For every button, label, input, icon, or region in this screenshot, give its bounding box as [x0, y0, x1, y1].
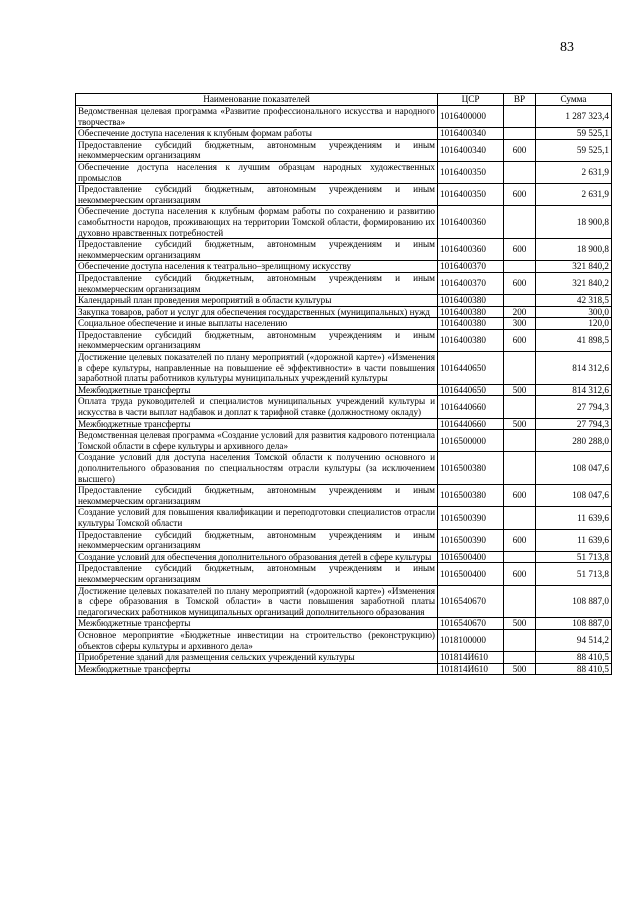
- cell-name: Достижение целевых показателей по плану мероприятий («дорожной карте») «Изменения в сфере образования в Томской области» в части повышения заработной платы педагогических работников муниципальных организаций дополнительного образования: [76, 585, 438, 618]
- cell-vr: [504, 106, 536, 128]
- cell-vr: 300: [504, 318, 536, 330]
- table-row: [76, 585, 612, 618]
- cell-name: Предоставление субсидий бюджетным, автономным учреждениям и иным некоммерческим организациям: [76, 329, 438, 351]
- cell-vr: [504, 452, 536, 485]
- cell-sum: 88 410,5: [536, 652, 612, 664]
- cell-sum: 94 514,2: [536, 629, 612, 651]
- table-row: [76, 452, 612, 485]
- cell-name: Предоставление субсидий бюджетным, автономным учреждениям и иным некоммерческим организациям: [76, 485, 438, 507]
- cell-code: 1016540670: [438, 618, 504, 630]
- cell-name: Закупка товаров, работ и услуг для обеспечения государственных (муниципальных) нужд: [76, 306, 438, 318]
- table-row: [76, 352, 612, 385]
- cell-name: Предоставление субсидий бюджетным, автономным учреждениям и иным некоммерческим организациям: [76, 272, 438, 294]
- cell-name: Оплата труда руководителей и специалистов муниципальных учреждений культуры и искусства в части выплат надбавок и доплат к тарифной ставке (должностному окладу): [76, 396, 438, 418]
- cell-sum: 108 887,0: [536, 585, 612, 618]
- table-row: [76, 551, 612, 563]
- cell-name: Межбюджетные трансферты: [76, 384, 438, 396]
- cell-code: 1016400370: [438, 261, 504, 273]
- cell-name: Основное мероприятие «Бюджетные инвестиции на строительство (реконструкцию) объектов сферы культуры и архивного дела»: [76, 629, 438, 651]
- cell-vr: 600: [504, 529, 536, 551]
- cell-vr: [504, 261, 536, 273]
- cell-sum: 280 288,0: [536, 430, 612, 452]
- cell-code: 1016500390: [438, 507, 504, 529]
- table-row: [76, 430, 612, 452]
- table-row: [76, 161, 612, 183]
- cell-name: Создание условий для обеспечения дополнительного образования детей в сфере культуры: [76, 551, 438, 563]
- cell-code: 1016400360: [438, 239, 504, 261]
- cell-vr: [504, 507, 536, 529]
- table-row: [76, 306, 612, 318]
- cell-vr: [504, 652, 536, 664]
- cell-code: 1016500400: [438, 551, 504, 563]
- cell-code: 1016500380: [438, 485, 504, 507]
- table-row: [76, 652, 612, 664]
- cell-code: 1016400340: [438, 139, 504, 161]
- cell-vr: [504, 551, 536, 563]
- cell-name: Календарный план проведения мероприятий в области культуры: [76, 295, 438, 307]
- table-row: [76, 329, 612, 351]
- cell-name: Создание условий для доступа населения Томской области к получению основного и дополнительного образования по специальностям отрасли культуры (за исключением высшего): [76, 452, 438, 485]
- cell-name: Обеспечение доступа населения к клубным формам работы: [76, 128, 438, 140]
- cell-name: Предоставление субсидий бюджетным, автономным учреждениям и иным некоммерческим организациям: [76, 239, 438, 261]
- cell-code: 1016500000: [438, 430, 504, 452]
- cell-sum: 18 900,8: [536, 239, 612, 261]
- table-row: [76, 139, 612, 161]
- cell-vr: 600: [504, 184, 536, 206]
- cell-name: Предоставление субсидий бюджетным, автономным учреждениям и иным некоммерческим организациям: [76, 184, 438, 206]
- budget-table: [75, 93, 612, 675]
- cell-sum: 11 639,6: [536, 529, 612, 551]
- cell-name: Ведомственная целевая программа «Создание условий для развития кадрового потенциала Томской области в сфере культуры и архивного дела»: [76, 430, 438, 452]
- cell-sum: 27 794,3: [536, 418, 612, 430]
- cell-sum: 108 887,0: [536, 618, 612, 630]
- table-row: [76, 206, 612, 239]
- table-row: [76, 261, 612, 273]
- cell-vr: [504, 430, 536, 452]
- cell-name: Обеспечение доступа населения к клубным формам работы по сохранению и развитию самобытности народов, проживающих на территории Томской области, формированию их духовно нравственных потребностей: [76, 206, 438, 239]
- cell-vr: 600: [504, 329, 536, 351]
- cell-sum: 2 631,9: [536, 161, 612, 183]
- cell-sum: 300,0: [536, 306, 612, 318]
- header-name: Наименование показателей: [76, 94, 438, 106]
- cell-sum: 59 525,1: [536, 128, 612, 140]
- cell-name: Достижение целевых показателей по плану мероприятий («дорожной карте») «Изменения в сфере культуры, направленные на повышение её эффективности» в части повышения заработной платы работников культуры муниципальных учреждений культуры: [76, 352, 438, 385]
- cell-vr: 600: [504, 239, 536, 261]
- table-row: [76, 106, 612, 128]
- table-row: [76, 295, 612, 307]
- table-row: [76, 272, 612, 294]
- cell-name: Предоставление субсидий бюджетным, автономным учреждениям и иным некоммерческим организациям: [76, 563, 438, 585]
- cell-vr: [504, 161, 536, 183]
- cell-code: 1016400350: [438, 161, 504, 183]
- cell-vr: [504, 396, 536, 418]
- cell-vr: [504, 629, 536, 651]
- cell-vr: [504, 128, 536, 140]
- cell-sum: 41 898,5: [536, 329, 612, 351]
- cell-sum: 321 840,2: [536, 272, 612, 294]
- cell-code: 1016400370: [438, 272, 504, 294]
- cell-name: Приобретение зданий для размещения сельских учреждений культуры: [76, 652, 438, 664]
- cell-code: 1016440660: [438, 396, 504, 418]
- cell-sum: 51 713,8: [536, 551, 612, 563]
- cell-name: Предоставление субсидий бюджетным, автономным учреждениям и иным некоммерческим организациям: [76, 529, 438, 551]
- cell-sum: 321 840,2: [536, 261, 612, 273]
- cell-name: Обеспечение доступа населения к театрально–зрелищному искусству: [76, 261, 438, 273]
- table-row: [76, 485, 612, 507]
- cell-sum: 88 410,5: [536, 663, 612, 675]
- cell-name: Межбюджетные трансферты: [76, 618, 438, 630]
- header-vr: ВР: [504, 94, 536, 106]
- table-row: [76, 563, 612, 585]
- cell-sum: 108 047,6: [536, 452, 612, 485]
- cell-code: 101814И610: [438, 652, 504, 664]
- cell-vr: 500: [504, 663, 536, 675]
- table-row: [76, 663, 612, 675]
- cell-code: 1016400380: [438, 318, 504, 330]
- cell-name: Межбюджетные трансферты: [76, 663, 438, 675]
- table-row: [76, 507, 612, 529]
- cell-code: 1016500400: [438, 563, 504, 585]
- cell-name: Создание условий для повышения квалификации и переподготовки специалистов отрасли культуры Томской области: [76, 507, 438, 529]
- table-header-row: [76, 94, 612, 106]
- cell-sum: 18 900,8: [536, 206, 612, 239]
- cell-sum: 27 794,3: [536, 396, 612, 418]
- table-row: [76, 418, 612, 430]
- cell-name: Ведомственная целевая программа «Развитие профессионального искусства и народного творчества»: [76, 106, 438, 128]
- header-code: ЦСР: [438, 94, 504, 106]
- cell-code: 1016400380: [438, 329, 504, 351]
- cell-code: 1016440650: [438, 352, 504, 385]
- cell-code: 1016400340: [438, 128, 504, 140]
- cell-name: Предоставление субсидий бюджетным, автономным учреждениям и иным некоммерческим организациям: [76, 139, 438, 161]
- cell-code: 1016400380: [438, 306, 504, 318]
- cell-vr: 600: [504, 563, 536, 585]
- cell-code: 1016400350: [438, 184, 504, 206]
- cell-vr: 600: [504, 272, 536, 294]
- cell-code: 1016400380: [438, 295, 504, 307]
- cell-name: Социальное обеспечение и иные выплаты населению: [76, 318, 438, 330]
- table-body: [76, 106, 612, 675]
- cell-sum: 59 525,1: [536, 139, 612, 161]
- cell-sum: 11 639,6: [536, 507, 612, 529]
- table-row: [76, 629, 612, 651]
- cell-vr: [504, 206, 536, 239]
- cell-sum: 42 318,5: [536, 295, 612, 307]
- table-row: [76, 396, 612, 418]
- cell-vr: 500: [504, 418, 536, 430]
- cell-vr: 600: [504, 139, 536, 161]
- cell-code: 1016440650: [438, 384, 504, 396]
- table-row: [76, 184, 612, 206]
- cell-code: 1016440660: [438, 418, 504, 430]
- cell-code: 1016400000: [438, 106, 504, 128]
- cell-vr: [504, 352, 536, 385]
- cell-code: 1016500390: [438, 529, 504, 551]
- cell-sum: 814 312,6: [536, 352, 612, 385]
- cell-sum: 2 631,9: [536, 184, 612, 206]
- table-row: [76, 239, 612, 261]
- cell-vr: 500: [504, 618, 536, 630]
- cell-sum: 814 312,6: [536, 384, 612, 396]
- cell-vr: 600: [504, 485, 536, 507]
- cell-vr: [504, 295, 536, 307]
- cell-sum: 51 713,8: [536, 563, 612, 585]
- cell-vr: 200: [504, 306, 536, 318]
- table-row: [76, 529, 612, 551]
- cell-code: 1016500380: [438, 452, 504, 485]
- cell-name: Обеспечение доступа населения к лучшим образцам народных художественных промыслов: [76, 161, 438, 183]
- table-row: [76, 618, 612, 630]
- header-sum: Сумма: [536, 94, 612, 106]
- cell-code: 1016400360: [438, 206, 504, 239]
- cell-sum: 1 287 323,4: [536, 106, 612, 128]
- cell-code: 1018100000: [438, 629, 504, 651]
- cell-name: Межбюджетные трансферты: [76, 418, 438, 430]
- cell-vr: 500: [504, 384, 536, 396]
- table-row: [76, 318, 612, 330]
- table-row: [76, 128, 612, 140]
- cell-sum: 120,0: [536, 318, 612, 330]
- cell-code: 101814И610: [438, 663, 504, 675]
- cell-code: 1016540670: [438, 585, 504, 618]
- page-number: 83: [560, 40, 574, 55]
- cell-sum: 108 047,6: [536, 485, 612, 507]
- cell-vr: [504, 585, 536, 618]
- table-row: [76, 384, 612, 396]
